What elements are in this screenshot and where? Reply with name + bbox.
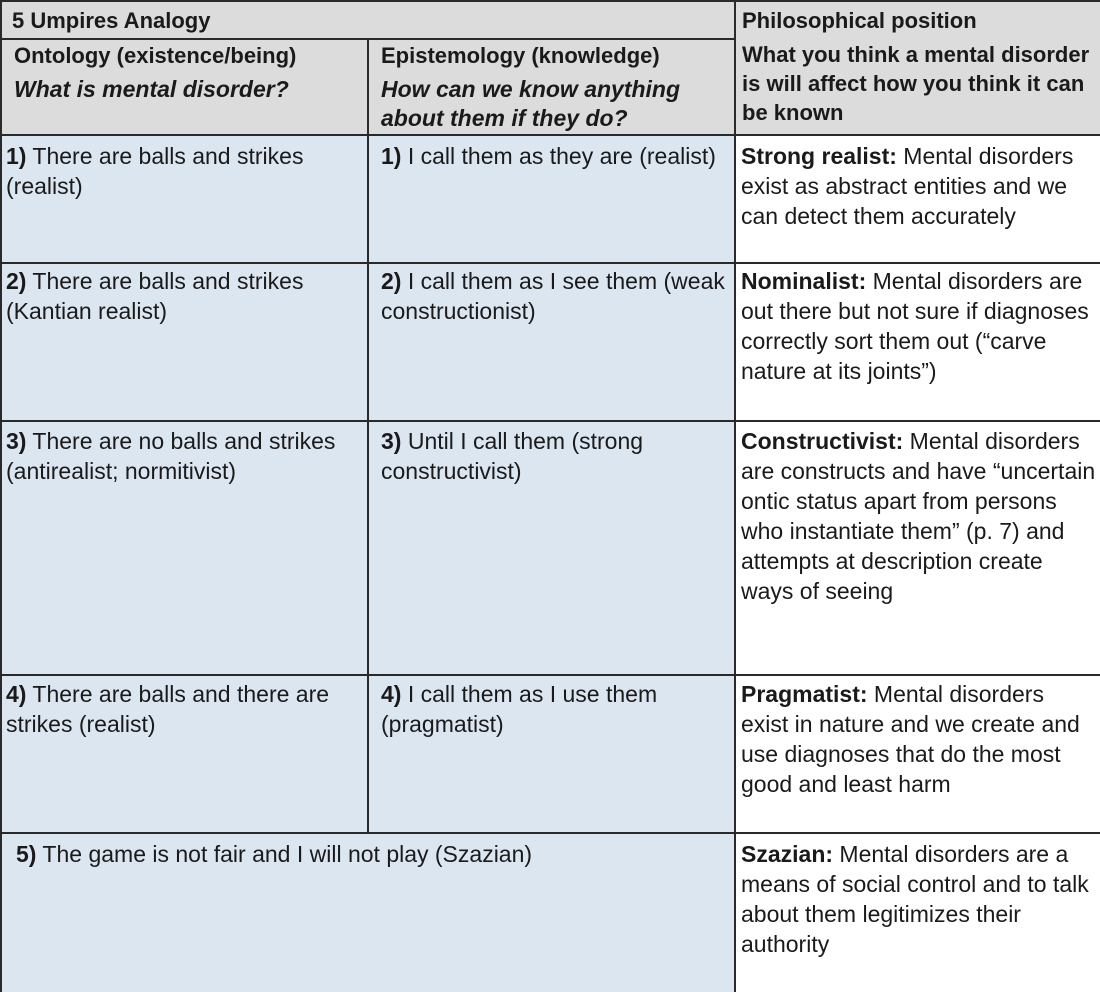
divider-line	[2, 420, 1098, 422]
row-3-ontology-num: 3)	[6, 428, 27, 454]
row-4-ontology-num: 4)	[6, 681, 27, 707]
row-3-ontology-text: There are no balls and strikes (antirealist; normitivist)	[6, 428, 336, 484]
divider-line	[2, 38, 736, 40]
table-title: 5 Umpires Analogy	[12, 8, 211, 33]
row-4-epistemology-num: 4)	[381, 681, 402, 707]
ontology-heading: Ontology (existence/being)	[14, 43, 297, 68]
row-4-epistemology-text: I call them as I use them (pragmatist)	[381, 681, 658, 737]
row-4-position-term: Pragmatist:	[741, 681, 868, 707]
row-2-epistemology-text: I call them as I see them (weak constructionist)	[381, 268, 725, 324]
row-1-position	[736, 136, 1100, 262]
divider-line	[2, 832, 1098, 834]
row-1-ontology-num: 1)	[6, 143, 27, 169]
row-5-position	[736, 834, 1100, 992]
row-4-position	[736, 676, 1100, 832]
row-3-epistemology-num: 3)	[381, 428, 402, 454]
row-5-combined-num: 5)	[16, 841, 37, 867]
divider-line	[734, 2, 736, 990]
row-3-ontology	[2, 422, 367, 674]
row-2-epistemology-num: 2)	[381, 268, 402, 294]
header-position-cell	[736, 2, 1100, 134]
divider-line	[367, 38, 369, 834]
row-5-position-term: Szazian:	[741, 841, 834, 867]
epistemology-question: How can we know anything about them if they do?	[381, 76, 681, 131]
row-3-epistemology	[369, 422, 734, 674]
row-5-combined-text: The game is not fair and I will not play (Szazian)	[36, 841, 533, 867]
ontology-question: What is mental disorder?	[14, 76, 289, 102]
epistemology-heading-cell	[369, 40, 734, 134]
row-3-epistemology-text: Until I call them (strong constructivist)	[381, 428, 644, 484]
row-2-ontology-text: There are balls and strikes (Kantian realist)	[6, 268, 304, 324]
divider-line	[2, 134, 1098, 136]
row-2-position-term: Nominalist:	[741, 268, 867, 294]
ontology-heading-cell	[2, 40, 367, 134]
row-4-ontology	[2, 676, 367, 832]
row-1-ontology-text: There are balls and strikes (realist)	[6, 143, 304, 199]
row-3-position-term: Constructivist:	[741, 428, 904, 454]
row-2-ontology-num: 2)	[6, 268, 27, 294]
divider-line	[2, 262, 1098, 264]
row-3-position	[736, 422, 1100, 674]
row-5-combined	[2, 834, 734, 992]
row-1-position-text: Mental disorders exist as abstract entities and we can detect them accurately	[741, 143, 1074, 229]
row-4-epistemology	[369, 676, 734, 832]
row-1-epistemology	[369, 136, 734, 262]
row-1-epistemology-text: I call them as they are (realist)	[401, 143, 716, 169]
row-2-position	[736, 264, 1100, 420]
row-1-ontology	[2, 136, 367, 262]
epistemology-heading: Epistemology (knowledge)	[381, 43, 660, 68]
row-4-position-text: Mental disorders exist in nature and we create and use diagnoses that do the most good and least harm	[741, 681, 1080, 797]
divider-line	[2, 674, 1098, 676]
position-note: What you think a mental disorder is will affect how you think it can be known	[742, 42, 1090, 125]
row-2-epistemology	[369, 264, 734, 420]
row-5-position-text: Mental disorders are a means of social control and to talk about them legitimizes their authority	[741, 841, 1089, 957]
row-3-position-text: Mental disorders are constructs and have “uncertain ontic status apart from persons who instantiate them” (p. 7) and attempts at description create ways of seeing	[741, 428, 1096, 604]
row-1-epistemology-num: 1)	[381, 143, 402, 169]
row-1-position-term: Strong realist:	[741, 143, 897, 169]
header-title-cell	[2, 2, 734, 38]
row-4-ontology-text: There are balls and there are strikes (realist)	[6, 681, 330, 737]
row-2-ontology	[2, 264, 367, 420]
row-2-position-text: Mental disorders are out there but not sure if diagnoses correctly sort them out (“carve nature at its joints”)	[741, 268, 1089, 384]
position-title: Philosophical position	[742, 8, 977, 33]
